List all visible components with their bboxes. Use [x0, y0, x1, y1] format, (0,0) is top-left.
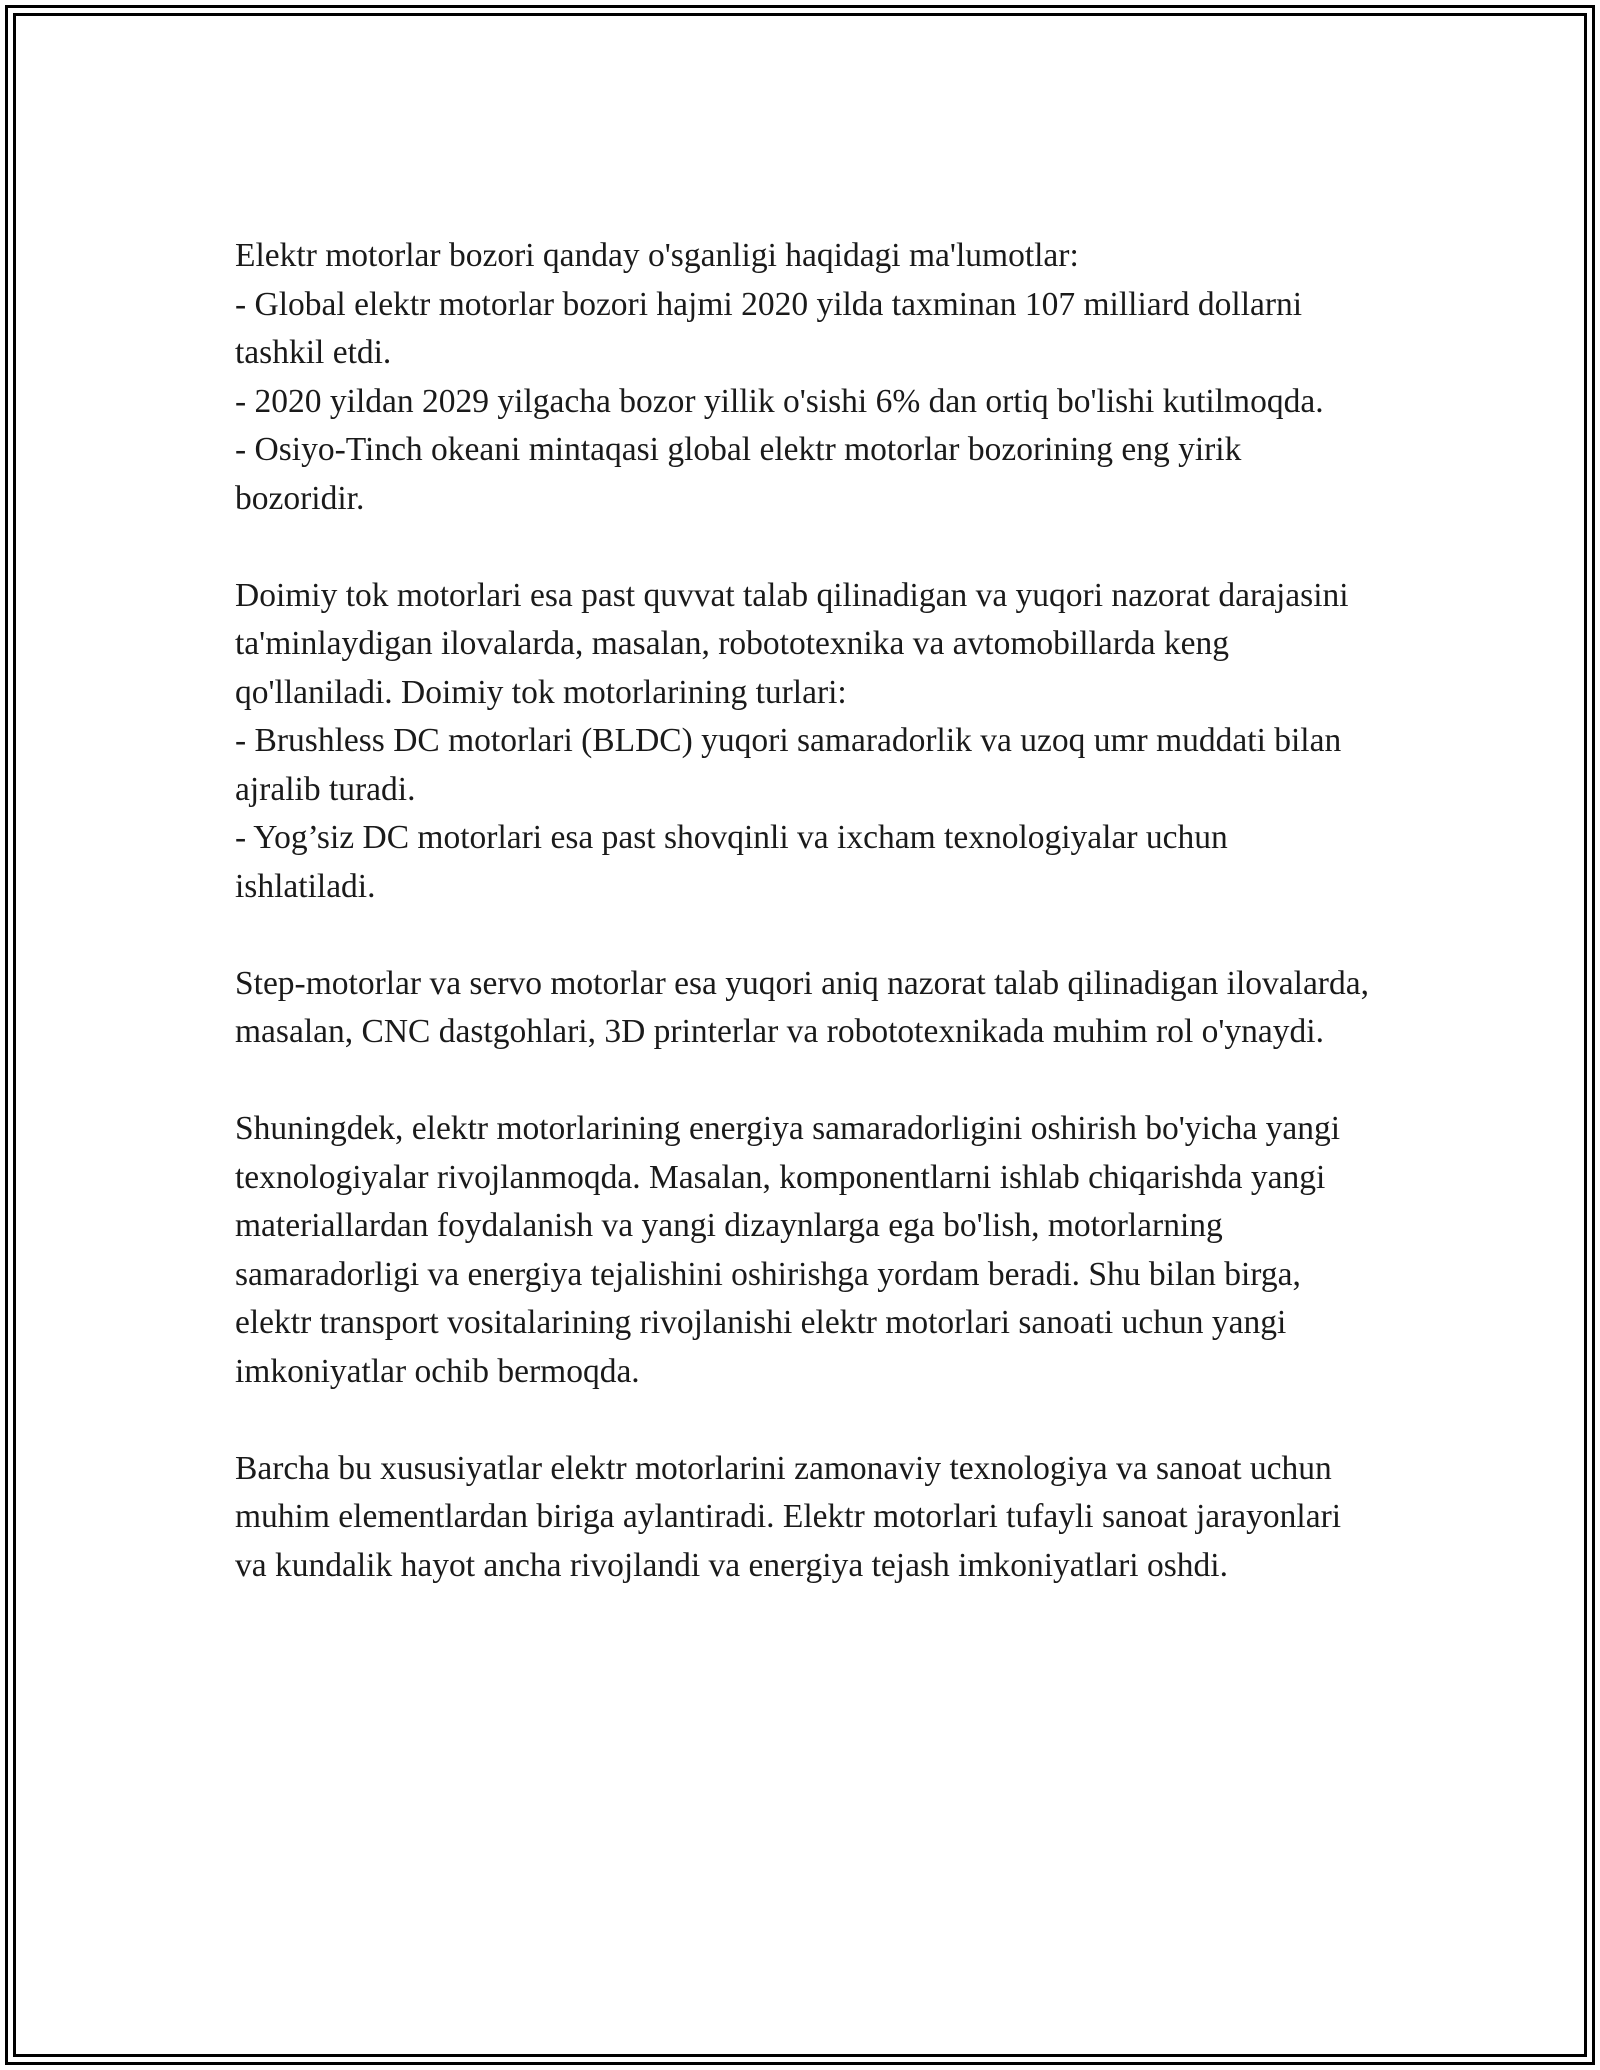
dc-motors-text: Doimiy tok motorlari esa past quvvat talab qilinadigan va yuqori nazorat darajasini ta'minlaydigan ilovalarda, masalan, robototexnika va avtomobillarda keng qo'llaniladi. Doimiy tok motorlarining turlari: [235, 576, 1349, 711]
list-item: - Osiyo-Tinch okeani mintaqasi global elektr motorlar bozorining eng yirik bozoridir. [235, 431, 1242, 517]
paragraph-efficiency [235, 1105, 1375, 1396]
paragraph-step-servo [235, 960, 1375, 1057]
step-servo-text: Step-motorlar va servo motorlar esa yuqori aniq nazorat talab qilinadigan ilovalarda, masalan, CNC dastgohlari, 3D printerlar va robototexnikada muhim rol o'ynaydi. [235, 964, 1369, 1050]
list-item: - Brushless DC motorlari (BLDC) yuqori samaradorlik va uzoq umr muddati bilan ajralib turadi. [235, 722, 1342, 808]
paragraph-conclusion [235, 1445, 1375, 1591]
conclusion-text: Barcha bu xususiyatlar elektr motorlarini zamonaviy texnologiya va sanoat uchun muhim elementlardan biriga aylantiradi. Elektr motorlari tufayli sanoat jarayonlari va kundalik hayot ancha rivojlandi va energiya tejash imkoniyatlari oshdi. [235, 1449, 1342, 1584]
paragraph-market-growth [235, 232, 1375, 523]
list-item: - Global elektr motorlar bozori hajmi 2020 yilda taxminan 107 milliard dollarni tashkil etdi. [235, 285, 1303, 371]
efficiency-text: Shuningdek, elektr motorlarining energiya samaradorligini oshirish bo'yicha yangi texnologiyalar rivojlanmoqda. Masalan, komponentlarni ishlab chiqarishda yangi materiallardan foydalanish va yangi dizaynlarga ega bo'lish, motorlarning samaradorligi va energiya tejalishini oshirishga yordam beradi. Shu bilan birga, elektr transport vositalarining rivojlanishi elektr motorlari sanoati uchun yangi imkoniyatlar ochib bermoqda. [235, 1110, 1341, 1390]
document-body [235, 232, 1375, 1639]
list-item: - 2020 yildan 2029 yilgacha bozor yillik o'sishi 6% dan ortiq bo'lishi kutilmoqda. [235, 382, 1324, 420]
market-growth-heading: Elektr motorlar bozori qanday o'sganligi haqidagi ma'lumotlar: [235, 237, 1079, 274]
paragraph-dc-motors [235, 572, 1375, 912]
list-item: - Yog’siz DC motorlari esa past shovqinli va ixcham texnologiyalar uchun ishlatiladi. [235, 819, 1228, 905]
